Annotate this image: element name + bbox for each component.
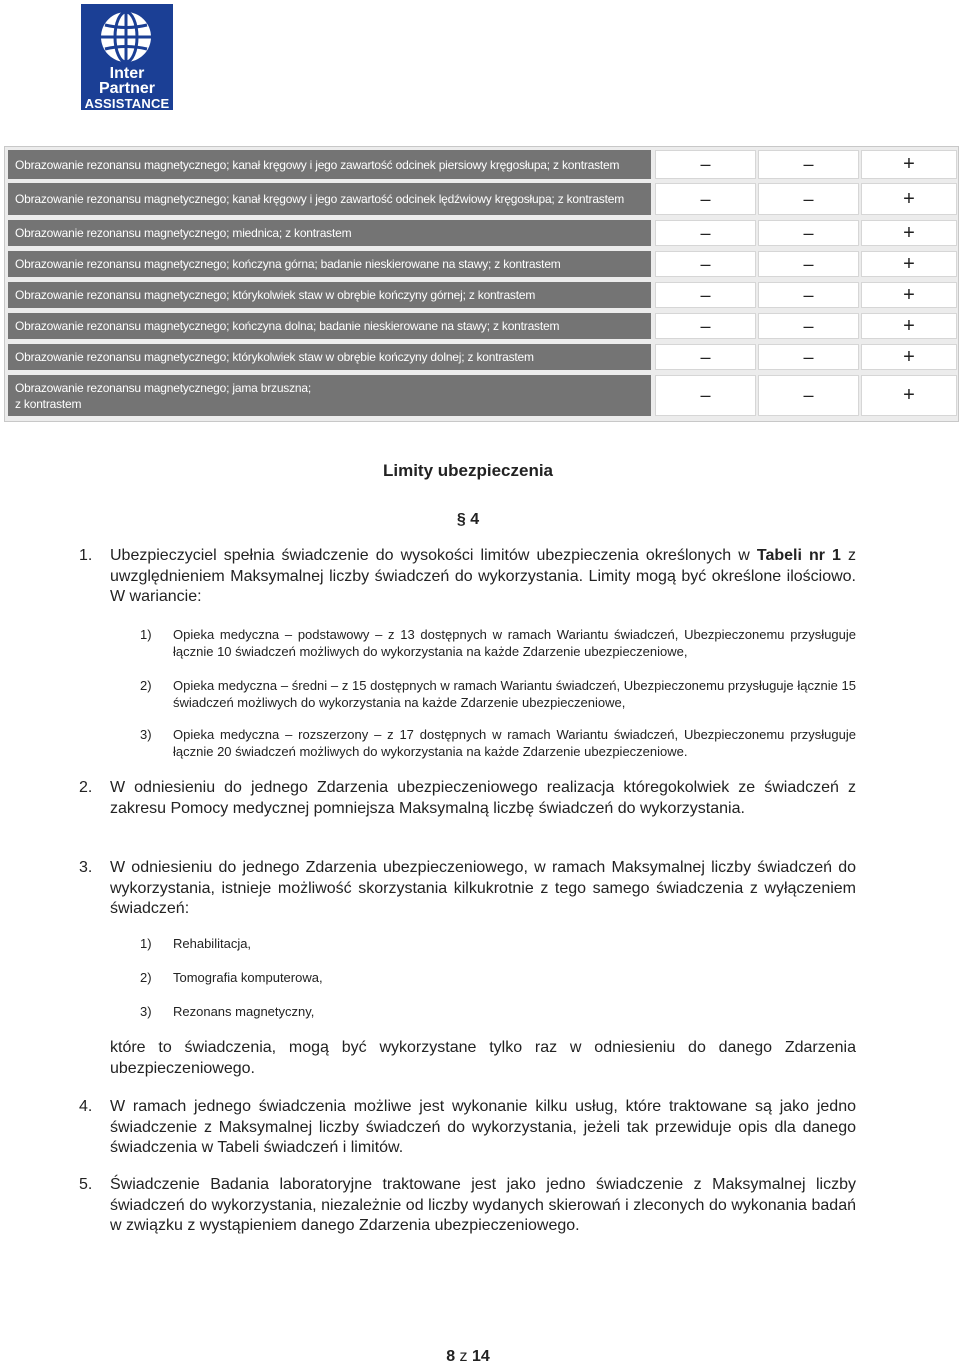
table-row <box>5 313 958 339</box>
variant-1-cell: – <box>655 313 756 339</box>
list-number: 1) <box>140 627 152 642</box>
variant-3-cell: + <box>861 251 957 277</box>
variant-2-cell: – <box>758 183 859 215</box>
variant-2-cell: – <box>758 313 859 339</box>
clause-3-continuation <box>110 1038 856 1079</box>
clause-text: Świadczenie Badania laboratoryjne traktowane jest jako jedno świadczenie z Maksymalnej liczby świadczeń do wykorzystania, niezależnie od liczby wydanych skierowań i zleconych do wykonania badań w związku z wystąpieniem danego Zdarzenia ubezpieczeniowego. <box>110 1176 856 1234</box>
row-label: Obrazowanie rezonansu magnetycznego; kanał kręgowy i jego zawartość odcinek piersiowy kręgosłupa; z kontrastem <box>8 150 651 179</box>
logo-line1: Inter <box>109 65 145 82</box>
list-number: 2) <box>140 970 152 985</box>
clause-number: 2. <box>79 779 93 796</box>
variant-2-cell: – <box>758 344 859 370</box>
list-text: Rehabilitacja, <box>173 936 252 951</box>
table-row <box>5 344 958 370</box>
variant-1-cell: – <box>655 344 756 370</box>
clause-1 <box>79 546 856 608</box>
variant-item-3 <box>140 727 856 760</box>
variant-1-cell: – <box>655 183 756 215</box>
variant-2-cell: – <box>758 251 859 277</box>
clause-5 <box>79 1175 856 1237</box>
row-label: Obrazowanie rezonansu magnetycznego; którykolwiek staw w obrębie kończyny górnej; z kontrastem <box>8 282 651 308</box>
clause-3 <box>79 858 856 920</box>
row-label <box>8 375 651 416</box>
clause-text: Ubezpieczyciel spełnia świadczenie do wysokości limitów ubezpieczenia określonych w <box>110 547 757 564</box>
clause-number: 5. <box>79 1176 93 1193</box>
variant-1-cell: – <box>655 375 756 416</box>
current-page: 8 <box>446 1348 456 1365</box>
list-text: Opieka medyczna – podstawowy – z 13 dostępnych w ramach Wariantu świadczeń, Ubezpieczonemu przysługuje łącznie 10 świadczeń możliwych do wykorzystania na każde Zdarzenie ubezpieczeniowe, <box>173 627 856 659</box>
variant-1-cell: – <box>655 220 756 246</box>
table-row <box>5 375 958 416</box>
variant-1-cell: – <box>655 251 756 277</box>
list-text: Rezonans magnetyczny, <box>173 1004 315 1019</box>
clause-number: 1. <box>79 547 93 564</box>
row-label-line2: z kontrastem <box>15 396 82 411</box>
row-label: Obrazowanie rezonansu magnetycznego; kanał kręgowy i jego zawartość odcinek lędźwiowy kręgosłupa; z kontrastem <box>8 183 651 215</box>
variant-2-cell: – <box>758 220 859 246</box>
company-logo <box>81 4 173 110</box>
variant-3-cell: + <box>861 375 957 416</box>
variant-3-cell: + <box>861 344 957 370</box>
clause-2 <box>79 778 856 819</box>
total-pages: 14 <box>472 1348 490 1365</box>
clause-number: 4. <box>79 1098 93 1115</box>
variant-3-cell: + <box>861 220 957 246</box>
variant-1-cell: – <box>655 150 756 179</box>
clause-text: W odniesieniu do jednego Zdarzenia ubezpieczeniowego, w ramach Maksymalnej liczby świadczeń do wykorzystania, istnieje możliwość skorzystania kilkukrotnie z tego samego świadczenia z wyłączeniem świadczeń: <box>110 859 856 917</box>
table-reference: Tabeli nr 1 <box>756 547 841 564</box>
clause-text: które to świadczenia, mogą być wykorzystane tylko raz w odniesieniu do danego Zdarzenia ubezpieczeniowego. <box>110 1039 856 1077</box>
paragraph-number: § 4 <box>456 511 480 528</box>
list-text: Tomografia komputerowa, <box>173 970 323 985</box>
exclusion-item-3 <box>140 1004 314 1019</box>
variant-item-1 <box>140 627 856 660</box>
list-text: Opieka medyczna – rozszerzony – z 17 dostępnych w ramach Wariantu świadczeń, Ubezpieczonemu przysługuje łącznie 20 świadczeń możliwych do wykorzystania na każde Zdarzenie ubezpieczeniowe. <box>173 727 856 759</box>
variant-3-cell: + <box>861 282 957 308</box>
table-row <box>5 282 958 308</box>
logo-line3: ASSISTANCE <box>84 96 170 111</box>
page-separator: z <box>459 1348 468 1365</box>
variant-3-cell: + <box>861 183 957 215</box>
services-table <box>4 146 959 422</box>
logo-line2: Partner <box>98 80 156 97</box>
list-number: 3) <box>140 727 152 742</box>
clause-text: W odniesieniu do jednego Zdarzenia ubezpieczeniowego realizacja któregokolwiek ze świadczeń z zakresu Pomocy medycznej pomniejsza Maksymalną liczbę świadczeń do wykorzystania. <box>110 779 856 817</box>
globe-icon <box>99 10 153 64</box>
row-label: Obrazowanie rezonansu magnetycznego; kończyna dolna; badanie nieskierowane na stawy; z kontrastem <box>8 313 651 339</box>
list-number: 1) <box>140 936 152 951</box>
list-number: 3) <box>140 1004 152 1019</box>
variant-2-cell: – <box>758 375 859 416</box>
variant-item-2 <box>140 678 856 711</box>
table-row <box>5 251 958 277</box>
table-row <box>5 150 958 179</box>
variant-3-cell: + <box>861 313 957 339</box>
variant-2-cell: – <box>758 150 859 179</box>
clause-number: 3. <box>79 859 93 876</box>
exclusion-item-2 <box>140 970 323 985</box>
exclusion-item-1 <box>140 936 251 951</box>
table-row <box>5 183 958 215</box>
variant-2-cell: – <box>758 282 859 308</box>
table-row <box>5 220 958 246</box>
row-label-line1: Obrazowanie rezonansu magnetycznego; jama brzuszna; <box>15 380 311 395</box>
section-title: Limity ubezpieczenia <box>382 461 554 480</box>
variant-3-cell: + <box>861 150 957 179</box>
clause-text: W ramach jednego świadczenia możliwe jest wykonanie kilku usług, które traktowane są jako jedno świadczenie z Maksymalnej liczby świadczeń do wykorzystania, jeżeli tak przewiduje opis dla danego świadczenia w Tabeli świadczeń i limitów. <box>110 1098 856 1156</box>
clause-text: z uwzględnieniem Maksymalnej liczby świadczeń do wykorzystania. Limity mogą być określone ilościowo. W wariancie: <box>110 547 856 605</box>
row-label: Obrazowanie rezonansu magnetycznego; którykolwiek staw w obrębie kończyny dolnej; z kontrastem <box>8 344 651 370</box>
row-label: Obrazowanie rezonansu magnetycznego; miednica; z kontrastem <box>8 220 651 246</box>
page-number <box>0 1348 936 1366</box>
variant-1-cell: – <box>655 282 756 308</box>
row-label: Obrazowanie rezonansu magnetycznego; kończyna górna; badanie nieskierowane na stawy; z kontrastem <box>8 251 651 277</box>
list-number: 2) <box>140 678 152 693</box>
list-text: Opieka medyczna – średni – z 15 dostępnych w ramach Wariantu świadczeń, Ubezpieczonemu przysługuje łącznie 15 świadczeń możliwych do wykorzystania na każde Zdarzenie ubezpieczeniowe, <box>173 678 856 710</box>
clause-4 <box>79 1097 856 1159</box>
